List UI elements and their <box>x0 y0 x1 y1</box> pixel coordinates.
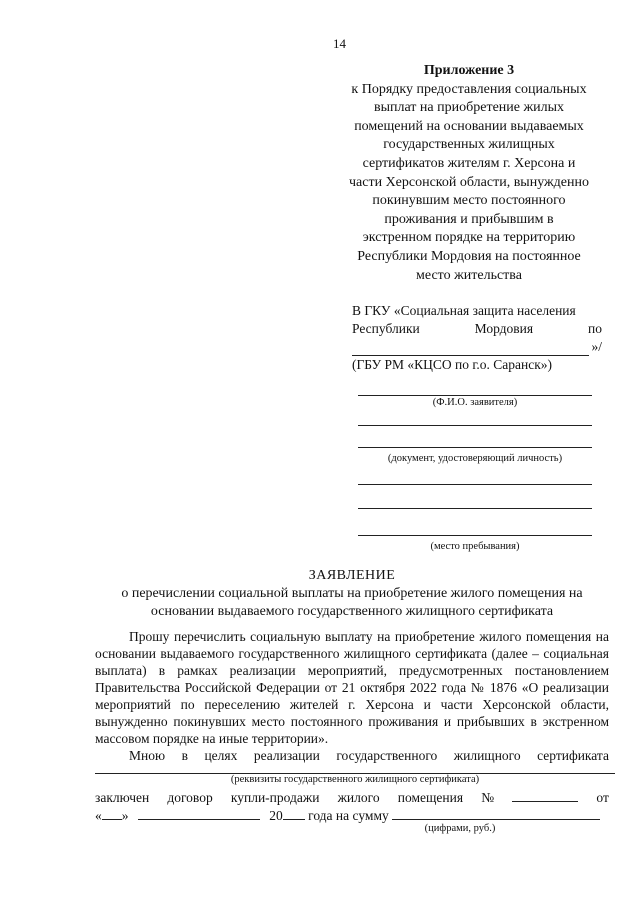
addressee-line-tail: »/ <box>591 339 602 354</box>
appendix-line: экстренном порядке на территорию <box>362 230 576 246</box>
addressee-word: по <box>588 321 602 336</box>
date-sum-line <box>95 807 615 824</box>
addressee-word: Республики <box>352 321 420 336</box>
appendix-line: место жительства <box>416 267 522 283</box>
sum-field[interactable] <box>392 807 600 820</box>
contract-word: помещения <box>397 790 464 805</box>
statement-subtitle: о перечислении социальной выплаты на приобретение жилого помещения на <box>121 586 583 601</box>
residence-field[interactable] <box>358 508 592 509</box>
addressee-blank[interactable] <box>352 341 589 356</box>
year-field[interactable] <box>283 807 305 820</box>
month-field[interactable] <box>138 807 260 820</box>
date-close-quote: » <box>121 808 129 823</box>
appendix-line: сертификатов жителям г. Херсона и <box>362 155 576 171</box>
residence-caption: (место пребывания) <box>430 541 520 552</box>
date-open-quote: « <box>95 808 102 823</box>
statement-title: ЗАЯВЛЕНИЕ <box>308 568 396 583</box>
appendix-line: государственных жилищных <box>383 137 555 153</box>
appendix-line: выплат на приобретение жилых <box>373 100 565 116</box>
year-prefix: 20 <box>269 808 283 823</box>
appendix-line: к Порядку предоставления социальных <box>351 81 587 97</box>
appendix-title: Приложение 3 <box>423 63 515 78</box>
addressee-line <box>352 320 602 338</box>
appendix-line: проживания и прибывшим в <box>384 211 554 227</box>
statement-paragraph: Прошу перечислить социальную выплату на приобретение жилого помещения на основании выдаваемого государственного жилищного сертификата (далее – социальная выплата) в рамках реализации мероприятий, предусмотренных постановлением Правительства Российской Федерации от 21 октября 2022 года № 1876 «О реализации мероприятий по переселению жителей г. Херсона и части Херсонской области, вынужденно покинувших место постоянного проживания и прибывших в экстренном массовом порядке на иные территории». <box>95 629 609 746</box>
fio-field[interactable] <box>358 395 592 396</box>
statement-heading <box>60 567 640 621</box>
appendix-header <box>338 62 600 285</box>
contract-number-sign: № <box>481 790 495 805</box>
contract-word: заключен <box>95 790 150 805</box>
contract-word: жилого <box>337 790 380 805</box>
document-field[interactable] <box>358 447 592 448</box>
year-suffix: года на сумму <box>308 808 389 823</box>
contract-from-word: от <box>596 790 609 805</box>
fio-caption: (Ф.И.О. заявителя) <box>432 397 518 408</box>
contract-word: договор <box>167 790 213 805</box>
document-caption: (документ, удостоверяющий личность) <box>387 453 563 464</box>
statement-body <box>95 628 609 764</box>
statement-subtitle: основании выдаваемого государственного жилищного сертификата <box>150 604 554 619</box>
residence-field[interactable] <box>358 535 592 536</box>
day-field[interactable] <box>102 807 122 820</box>
page-number: 14 <box>333 36 346 51</box>
addressee-line: (ГБУ РМ «КЦСО по г.о. Саранск») <box>352 357 553 372</box>
addressee-word: Мордовия <box>474 321 534 336</box>
certificate-details-caption: (реквизиты государственного жилищного сертификата) <box>230 774 480 785</box>
contract-number-field[interactable] <box>512 789 578 802</box>
document-field[interactable] <box>358 425 592 426</box>
residence-field[interactable] <box>358 484 592 485</box>
addressee-line: В ГКУ «Социальная защита населения <box>352 303 576 318</box>
contract-line <box>95 789 609 806</box>
sum-caption: (цифрами, руб.) <box>424 823 496 834</box>
contract-word: купли-продажи <box>230 790 320 805</box>
statement-paragraph: Мною в целях реализации государственного жилищного сертификата <box>129 748 609 763</box>
appendix-line: части Херсонской области, вынужденно <box>348 174 590 190</box>
appendix-line: помещений на основании выдаваемых <box>354 118 584 134</box>
appendix-line: покинувшим место постоянного <box>372 193 566 209</box>
appendix-line: Республики Мордовия на постоянное <box>357 248 581 264</box>
addressee-blank-line <box>352 338 602 356</box>
addressee-block <box>352 302 602 374</box>
